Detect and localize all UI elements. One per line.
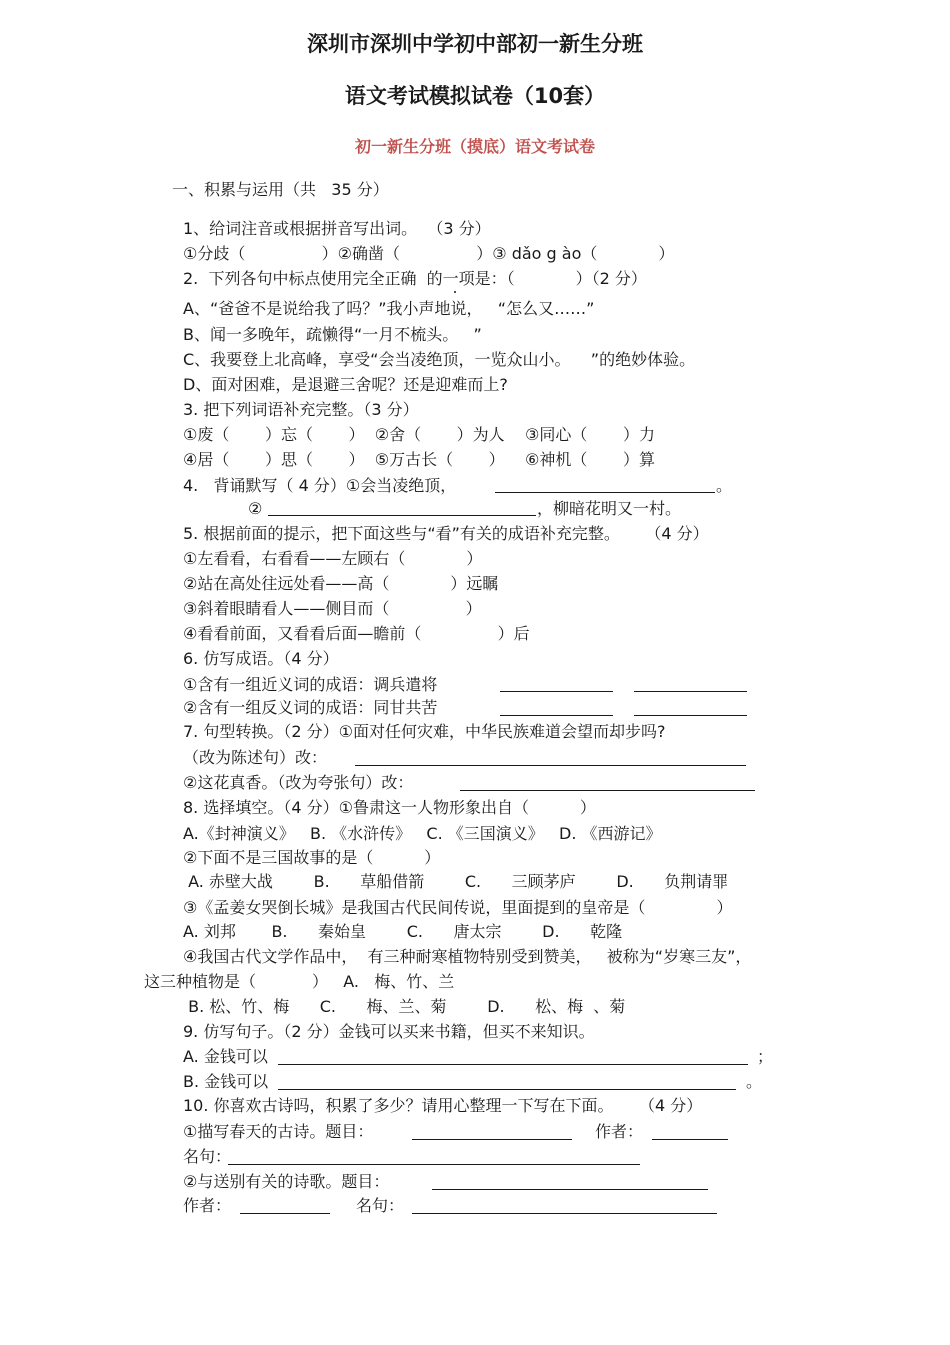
question-9-a: A. 金钱可以 [183, 1047, 268, 1066]
answer-line[interactable] [652, 1139, 728, 1140]
question-2-option-c: C、我要登上北高峰，享受“会当凌绝顶，一览众山小。 ”的绝妙体验。 [183, 350, 696, 369]
section-heading: 一、积累与运用（共 35 分） [172, 180, 389, 199]
question-6-item1: ①含有一组近义词的成语：调兵遣将 [183, 675, 438, 694]
question-2-option-d: D、面对困难，是退避三舍呢？还是迎难而上? [183, 375, 508, 394]
question-7-item1: （改为陈述句）改： [183, 748, 328, 767]
answer-line[interactable] [500, 691, 613, 692]
question-10-item2: ②与送别有关的诗歌。题目： [183, 1172, 390, 1191]
question-3-row1: ①废（ ）忘（ ） ②舍（ ）为人 ③同心（ ）力 [183, 425, 655, 444]
emphasis-dot [454, 291, 456, 293]
question-2-option-b: B、闻一多晚年，疏懒得“一月不梳头。 ” [183, 325, 482, 344]
question-8-options-1: A.《封神演义》 B. 《水浒传》 C. 《三国演义》 D. 《西游记》 [183, 824, 662, 843]
answer-line[interactable] [412, 1139, 572, 1140]
question-10-item1: ①描写春天的古诗。题目： [183, 1122, 374, 1141]
question-3-row2: ④居（ ）思（ ） ⑤万古长（ ） ⑥神机（ ）算 [183, 450, 655, 469]
question-6-item2: ②含有一组反义词的成语：同甘共苦 [183, 698, 438, 717]
question-8-options-2: A. 赤壁大战 B. 草船借箭 C. 三顾茅庐 D. 负荆请罪 [183, 872, 729, 891]
question-8-sub4: ④我国古代文学作品中， 有三种耐寒植物特别受到赞美， 被称为“岁寒三友”， [183, 947, 752, 966]
question-5-stem: 5. 根据前面的提示，把下面这些与“看”有关的成语补充完整。 （4 分） [183, 524, 709, 543]
answer-line[interactable] [355, 765, 746, 766]
question-10-author2-label: 作者： [183, 1196, 232, 1215]
question-5-item4: ④看看前面，又看看后面—瞻前（ ）后 [183, 624, 530, 643]
question-2-stem: 2. 下列各句中标点使用完全正确 的一项是：（ ）（2 分） [183, 269, 647, 288]
question-4-tail: ，柳暗花明又一村。 [537, 499, 682, 518]
question-7-stem: 7. 句型转换。（2 分）①面对任何灾难，中华民族难道会望而却步吗? [183, 722, 666, 741]
question-4-stem: 4. 背诵默写（ 4 分）①会当凌绝顶， [183, 476, 457, 495]
question-8-sub2: ②下面不是三国故事的是（ ） [183, 848, 441, 867]
answer-line[interactable] [240, 1213, 330, 1214]
answer-line[interactable] [495, 492, 715, 493]
question-10-author-label: 作者： [595, 1122, 644, 1141]
answer-line[interactable] [500, 715, 613, 716]
question-9-b-end: 。 [746, 1072, 763, 1091]
document-title-line2: 语文考试模拟试卷（10套） [344, 84, 606, 108]
question-4-num2: ② [248, 499, 263, 518]
question-7-item2: ②这花真香。（改为夸张句）改： [183, 773, 414, 792]
question-2-option-a: A、“爸爸不是说给我了吗？”我小声地说， “怎么又……” [183, 299, 595, 318]
question-1-stem: 1、给词注音或根据拼音写出词。 （3 分） [183, 219, 491, 238]
question-9-b: B. 金钱可以 [183, 1072, 269, 1091]
exam-subtitle: 初一新生分班（摸底）语文考试卷 [354, 137, 595, 156]
question-10-famous-label: 名句： [183, 1147, 232, 1166]
question-8-options-4: B. 松、竹、梅 C. 梅、兰、菊 D. 松、梅 、菊 [183, 997, 626, 1016]
question-8-options-3: A. 刘邦 B. 秦始皇 C. 唐太宗 D. 乾隆 [183, 922, 623, 941]
answer-line[interactable] [278, 1089, 736, 1090]
question-5-item2: ②站在高处往远处看——高（ ）远瞩 [183, 574, 499, 593]
answer-line[interactable] [634, 691, 747, 692]
answer-line[interactable] [278, 1064, 748, 1065]
question-10-famous2-label: 名句： [356, 1196, 405, 1215]
question-9-a-end: ； [757, 1047, 774, 1066]
answer-line[interactable] [460, 790, 755, 791]
question-10-stem: 10. 你喜欢古诗吗，积累了多少？请用心整理一下写在下面。 （4 分） [183, 1096, 703, 1115]
question-9-stem: 9. 仿写句子。（2 分）金钱可以买来书籍，但买不来知识。 [183, 1022, 595, 1041]
document-title-line1: 深圳市深圳中学初中部初一新生分班 [307, 32, 643, 56]
answer-line[interactable] [412, 1213, 717, 1214]
question-5-item3: ③斜着眼睛看人——侧目而（ ） [183, 599, 482, 618]
question-6-stem: 6. 仿写成语。（4 分） [183, 649, 339, 668]
question-8-sub3: ③《孟姜女哭倒长城》是我国古代民间传说，里面提到的皇帝是（ ） [183, 898, 733, 917]
answer-line[interactable] [634, 715, 747, 716]
question-5-item1: ①左看看，右看看——左顾右（ ） [183, 549, 483, 568]
answer-line[interactable] [268, 515, 536, 516]
answer-line[interactable] [228, 1164, 640, 1165]
question-1-items: ①分歧（ ）②确凿（ ）③ dǎo g ào（ ） [183, 244, 675, 263]
question-4-end: 。 [716, 476, 733, 495]
question-8-stem: 8. 选择填空。（4 分）①鲁肃这一人物形象出自（ ） [183, 798, 596, 817]
question-3-stem: 3. 把下列词语补充完整。（3 分） [183, 400, 419, 419]
answer-line[interactable] [432, 1189, 708, 1190]
question-8-sub4-cont: 这三种植物是（ ） A. 梅、竹、兰 [144, 972, 455, 991]
